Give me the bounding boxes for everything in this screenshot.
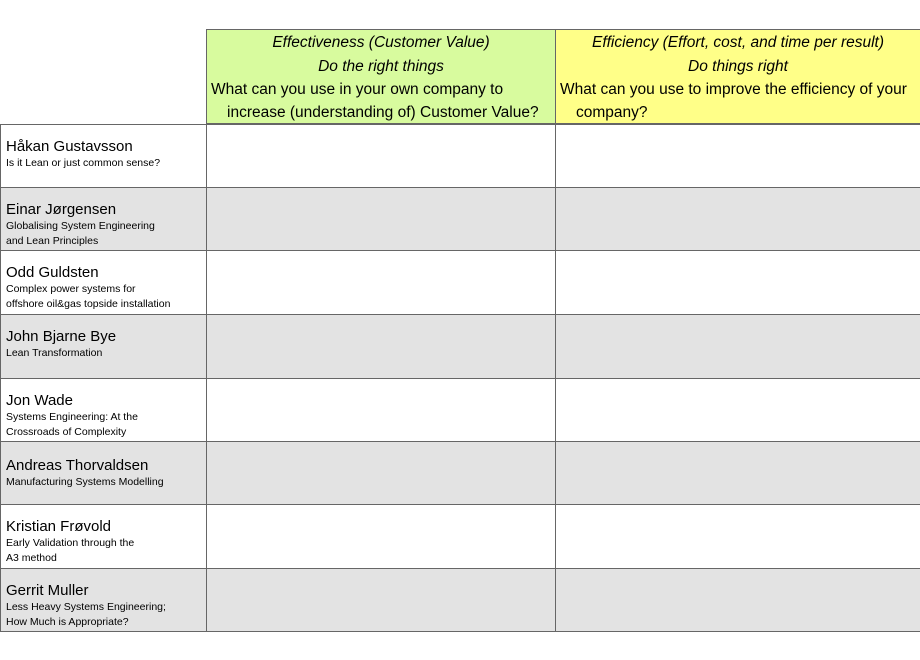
- talk-topic-line2: Crossroads of Complexity: [6, 425, 127, 438]
- talk-topic-line2: and Lean Principles: [6, 234, 99, 247]
- speaker-cell: [0, 315, 207, 378]
- efficiency-answer-cell[interactable]: [555, 379, 920, 441]
- effectiveness-answer-cell[interactable]: [206, 251, 556, 314]
- efficiency-answer-cell[interactable]: [555, 505, 920, 568]
- speaker-cell: [0, 379, 207, 441]
- effectiveness-answer-cell[interactable]: [206, 315, 556, 378]
- talk-topic-line1: Manufacturing Systems Modelling: [6, 476, 164, 488]
- speaker-cell: [0, 125, 207, 187]
- efficiency-question-line1: What can you use to improve the efficiency of your: [560, 81, 907, 98]
- table-row: [0, 379, 920, 442]
- efficiency-answer-cell[interactable]: [555, 251, 920, 314]
- effectiveness-question-line1: What can you use in your own company to: [211, 81, 504, 98]
- talk-topic-line1: Early Validation through the: [6, 537, 135, 549]
- table-row: [0, 188, 920, 251]
- speaker-name: Kristian Frøvold: [6, 518, 112, 535]
- talk-topic-line1: Complex power systems for: [6, 283, 136, 295]
- speaker-name: Andreas Thorvaldsen: [6, 457, 149, 474]
- table-row: [0, 315, 920, 379]
- effectiveness-header: [206, 29, 556, 124]
- speaker-name: Håkan Gustavsson: [6, 138, 133, 155]
- effectiveness-title: Effectiveness (Customer Value): [272, 34, 490, 51]
- effectiveness-answer-cell[interactable]: [206, 379, 556, 441]
- efficiency-answer-cell[interactable]: [555, 125, 920, 187]
- effectiveness-answer-cell[interactable]: [206, 125, 556, 187]
- efficiency-header: [555, 29, 920, 124]
- efficiency-answer-cell[interactable]: [555, 569, 920, 631]
- efficiency-question-line2: company?: [576, 104, 648, 121]
- table-row: [0, 125, 920, 188]
- efficiency-answer-cell[interactable]: [555, 442, 920, 504]
- effectiveness-answer-cell[interactable]: [206, 505, 556, 568]
- talk-topic-line1: Lean Transformation: [6, 347, 103, 359]
- talk-topic-line1: Is it Lean or just common sense?: [6, 157, 161, 169]
- efficiency-question: [556, 78, 920, 124]
- table-row: [0, 505, 920, 569]
- talk-topic-line2: A3 method: [6, 551, 57, 564]
- speaker-cell: [0, 188, 207, 250]
- table-row: [0, 569, 920, 632]
- talk-topic-line1: Systems Engineering: At the: [6, 411, 138, 423]
- efficiency-subtitle: Do things right: [688, 58, 788, 75]
- effectiveness-answer-cell[interactable]: [206, 569, 556, 631]
- table-row: [0, 442, 920, 505]
- speaker-cell: [0, 442, 207, 504]
- effectiveness-question-line2: increase (understanding of) Customer Value?: [227, 104, 539, 121]
- speaker-cell: [0, 251, 207, 314]
- speaker-name: Jon Wade: [6, 392, 73, 409]
- speaker-cell: [0, 569, 207, 631]
- talk-topic-line2: How Much is Appropriate?: [6, 615, 129, 628]
- talk-topic-line1: Globalising System Engineering: [6, 220, 155, 232]
- speaker-name: Einar Jørgensen: [6, 201, 117, 218]
- effectiveness-question: [207, 78, 555, 124]
- effectiveness-answer-cell[interactable]: [206, 188, 556, 250]
- table-row: [0, 251, 920, 315]
- efficiency-answer-cell[interactable]: [555, 315, 920, 378]
- speaker-name: Gerrit Muller: [6, 582, 89, 599]
- speaker-name: John Bjarne Bye: [6, 328, 117, 345]
- effectiveness-subtitle: Do the right things: [318, 58, 444, 75]
- speaker-cell: [0, 505, 207, 568]
- effectiveness-answer-cell[interactable]: [206, 442, 556, 504]
- efficiency-answer-cell[interactable]: [555, 188, 920, 250]
- efficiency-title: Efficiency (Effort, cost, and time per result): [591, 34, 885, 51]
- talk-topic-line2: offshore oil&gas topside installation: [6, 297, 171, 310]
- talk-topic-line1: Less Heavy Systems Engineering;: [6, 601, 166, 613]
- speaker-name: Odd Guldsten: [6, 264, 99, 281]
